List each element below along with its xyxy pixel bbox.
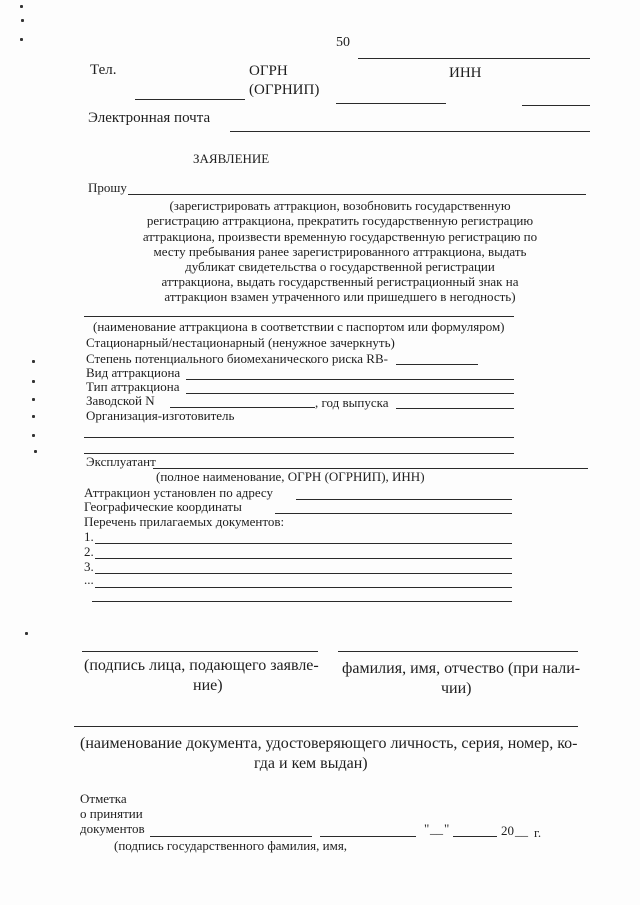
- date-quote-open: ": [424, 821, 430, 836]
- type-label: Тип аттракциона: [86, 379, 180, 394]
- scan-speck: [32, 415, 35, 418]
- identity-hint: (наименование документа, удостоверяющего личность, серия, номер, ко-: [80, 735, 578, 752]
- manufacturer-label: Организация-изготовитель: [86, 408, 235, 423]
- year-blank: __: [515, 823, 528, 838]
- risk-blank-line: [396, 364, 478, 365]
- docs-label: Перечень прилагаемых документов:: [84, 514, 285, 529]
- scan-speck: [20, 38, 23, 41]
- official-signature-line: [150, 836, 312, 837]
- kind-label: Вид аттракциона: [86, 365, 181, 380]
- request-hint-line: дубликат свидетельства о государственной регистрации: [185, 259, 495, 274]
- request-hint-line: месту пребывания ранее зарегистрированного аттракциона, выдать: [153, 244, 527, 259]
- signature-hint: (подпись лица, подающего заявле-: [84, 657, 319, 674]
- attraction-name-line: [84, 316, 514, 317]
- date-month-line: [453, 836, 497, 837]
- scan-speck: [32, 434, 35, 437]
- acceptance-label: Отметка: [80, 791, 127, 806]
- scan-speck: [21, 19, 24, 22]
- scan-speck: [32, 360, 35, 363]
- address-blank-line: [296, 499, 512, 500]
- blank-line: [358, 58, 590, 59]
- inn-label: ИНН: [449, 65, 482, 81]
- geo-blank-line: [275, 513, 512, 514]
- doc-item-line: [95, 558, 512, 559]
- risk-label: Степень потенциального биомеханического риска RB-: [86, 351, 388, 366]
- identity-line: [74, 726, 578, 727]
- request-hint-line: аттракциона, выдать государственный регистрационный знак на: [161, 274, 519, 289]
- document-title: ЗАЯВЛЕНИЕ: [193, 151, 270, 166]
- stationary-label: Стационарный/нестационарный (ненужное зачеркнуть): [86, 335, 395, 350]
- type-blank-line: [186, 393, 514, 394]
- doc-item-line: [95, 587, 512, 588]
- doc-item-line: [92, 601, 512, 602]
- doc-item-number: 3.: [84, 559, 94, 574]
- scan-speck: [20, 5, 23, 8]
- request-hint-line: (зарегистрировать аттракцион, возобновить государственную: [169, 198, 511, 213]
- ogrn-blank-line: [336, 103, 446, 104]
- ogrn-label: ОГРН: [249, 63, 288, 79]
- scan-speck: [32, 398, 35, 401]
- request-blank-line: [128, 194, 586, 195]
- year-suffix: г.: [534, 825, 542, 840]
- doc-item-line: [95, 543, 512, 544]
- fullname-hint: чии): [441, 680, 472, 697]
- page-number: 50: [336, 35, 350, 50]
- doc-item-number: 1.: [84, 529, 94, 544]
- attraction-name-hint: (наименование аттракциона в соответствии с паспортом или формуляром): [93, 319, 505, 334]
- year-label: , год выпуска: [315, 395, 389, 410]
- operator-label: Эксплуатант: [86, 454, 156, 469]
- scan-speck: [32, 380, 35, 383]
- fullname-line: [338, 651, 578, 652]
- email-blank-line: [230, 131, 590, 132]
- request-hint-line: аттракциона, произвести временную государственную регистрацию по: [142, 229, 538, 244]
- ogrnip-label: (ОГРНИП): [249, 82, 320, 98]
- request-hint-line: регистрацию аттракциона, прекратить государственную регистрацию: [146, 213, 534, 228]
- signature-line: [82, 651, 318, 652]
- scan-speck: [34, 450, 37, 453]
- tel-blank-line: [135, 99, 245, 100]
- request-hint-line: аттракцион взамен утраченного или пришедшего в негодность): [164, 289, 516, 304]
- acceptance-label: документов: [80, 821, 145, 836]
- year-blank-line: [396, 408, 514, 409]
- acceptance-hint: (подпись государственного фамилия, имя,: [114, 838, 348, 853]
- tel-label: Тел.: [90, 62, 117, 78]
- email-label: Электронная почта: [88, 110, 211, 126]
- operator-hint: (полное наименование, ОГРН (ОГРНИП), ИНН): [156, 469, 425, 484]
- doc-item-line: [95, 573, 512, 574]
- fullname-hint: фамилия, имя, отчество (при нали-: [342, 660, 581, 677]
- kind-blank-line: [186, 379, 514, 380]
- geo-label: Географические координаты: [84, 499, 242, 514]
- serial-label: Заводской N: [86, 393, 155, 408]
- identity-hint: гда и кем выдан): [254, 755, 368, 772]
- doc-item-number: ...: [84, 572, 94, 587]
- official-name-line: [320, 836, 416, 837]
- request-label: Прошу: [88, 180, 127, 195]
- inn-blank-line: [522, 105, 590, 106]
- date-day-blank: __: [430, 821, 443, 836]
- scan-speck: [25, 632, 28, 635]
- date-quote-close: ": [444, 821, 450, 836]
- year-prefix: 20: [501, 823, 514, 838]
- doc-item-number: 2.: [84, 544, 94, 559]
- acceptance-label: о принятии: [80, 806, 143, 821]
- manufacturer-blank-line: [84, 437, 514, 438]
- address-label: Аттракцион установлен по адресу: [84, 485, 274, 500]
- signature-hint: ние): [193, 677, 223, 694]
